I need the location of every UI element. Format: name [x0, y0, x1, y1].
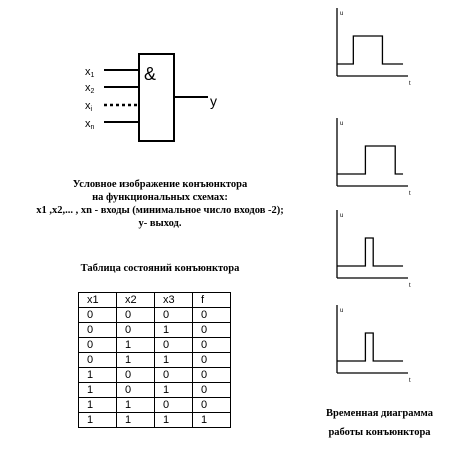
- truth-table-header-row: [79, 293, 231, 308]
- table-cell: 0: [155, 368, 193, 383]
- table-cell: 0: [193, 398, 231, 413]
- table-cell: 0: [117, 383, 155, 398]
- truth-table: [78, 292, 231, 428]
- table-cell: 1: [155, 353, 193, 368]
- signal-waveform: [337, 146, 403, 174]
- x-axis-label: t: [409, 378, 411, 384]
- table-cell: 0: [79, 323, 117, 338]
- table-cell: 1: [117, 338, 155, 353]
- gate-symbol: &: [144, 64, 157, 84]
- input-label-n: xn: [85, 118, 95, 131]
- caption-line-2: на функциональных схемах:: [92, 192, 228, 203]
- table-cell: 1: [79, 368, 117, 383]
- x-axis-label: t: [409, 81, 411, 87]
- table-cell: 1: [79, 398, 117, 413]
- table-cell: 0: [117, 308, 155, 323]
- table-cell: 0: [193, 383, 231, 398]
- table-cell: 0: [79, 338, 117, 353]
- gate-caption: [0, 178, 320, 230]
- table-cell: 0: [193, 323, 231, 338]
- table-cell: 1: [117, 353, 155, 368]
- x-axis-label: t: [409, 283, 411, 289]
- signal-waveform: [337, 238, 403, 266]
- table-row: [79, 398, 231, 413]
- table-row: [79, 323, 231, 338]
- truth-table-title: Таблица состояний конъюнктора: [80, 263, 240, 274]
- table-cell: 1: [155, 323, 193, 338]
- table-cell: 0: [155, 398, 193, 413]
- table-cell: 1: [155, 413, 193, 428]
- table-row: [79, 383, 231, 398]
- y-axis-label: u: [340, 308, 344, 314]
- table-cell: 0: [79, 353, 117, 368]
- table-cell: 0: [117, 368, 155, 383]
- input-label-i: xi: [85, 100, 93, 113]
- table-cell: 0: [155, 308, 193, 323]
- timing-plots: [337, 8, 411, 384]
- table-row: [79, 353, 231, 368]
- header-x3: x3: [155, 293, 193, 308]
- header-x2: x2: [117, 293, 155, 308]
- truth-table-body: [79, 308, 231, 428]
- timing-plot-1: [337, 8, 411, 87]
- table-cell: 1: [79, 383, 117, 398]
- caption-line-1: Условное изображение конъюнктора: [72, 179, 248, 190]
- table-cell: 0: [193, 353, 231, 368]
- x-axis-label: t: [409, 191, 411, 197]
- timing-diagram-title: [300, 404, 459, 442]
- input-label-1: x1: [85, 66, 95, 79]
- timing-title-line-1: Временная диаграмма: [326, 408, 433, 419]
- table-cell: 0: [193, 368, 231, 383]
- header-f: f: [193, 293, 231, 308]
- table-cell: 1: [117, 398, 155, 413]
- input-label-2: x2: [85, 82, 95, 95]
- timing-plot-2: [337, 118, 411, 197]
- y-axis-label: u: [340, 213, 344, 219]
- table-cell: 0: [193, 308, 231, 323]
- caption-line-4: у- выход.: [138, 218, 182, 229]
- timing-title-line-2: работы конъюнктора: [328, 427, 431, 438]
- header-x1: x1: [79, 293, 117, 308]
- signal-waveform: [337, 36, 403, 64]
- output-label: y: [210, 93, 217, 109]
- table-cell: 1: [79, 413, 117, 428]
- y-axis-label: u: [340, 11, 344, 17]
- table-cell: 1: [117, 413, 155, 428]
- table-cell: 0: [117, 323, 155, 338]
- y-axis-label: u: [340, 121, 344, 127]
- signal-waveform: [337, 333, 403, 361]
- table-cell: 1: [193, 413, 231, 428]
- and-gate: [85, 54, 217, 141]
- table-cell: 0: [155, 338, 193, 353]
- table-cell: 0: [79, 308, 117, 323]
- timing-plot-4: [337, 305, 411, 384]
- table-row: [79, 338, 231, 353]
- table-row: [79, 308, 231, 323]
- table-row: [79, 368, 231, 383]
- table-cell: 1: [155, 383, 193, 398]
- timing-plot-3: [337, 210, 411, 289]
- table-cell: 0: [193, 338, 231, 353]
- table-row: [79, 413, 231, 428]
- caption-line-3: x1 ,x2,... , xn - входы (минимальное число входов -2);: [36, 205, 284, 216]
